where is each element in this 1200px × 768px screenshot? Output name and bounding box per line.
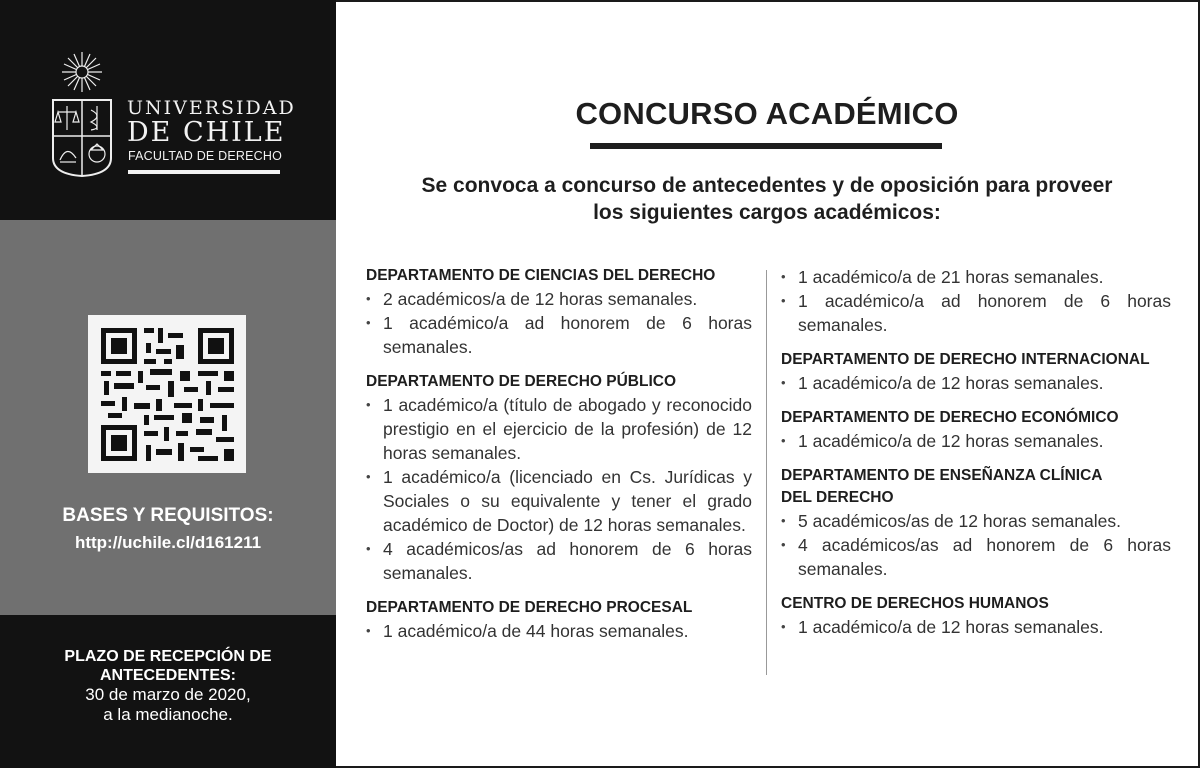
department-heading: CENTRO DE DERECHOS HUMANOS bbox=[781, 595, 1049, 612]
position-item: • 1 académico/a (título de abogado y reconocido prestigio en el ejercicio de la profesión) de 12 horas semanales. bbox=[366, 393, 752, 465]
department-heading: DEPARTAMENTO DE DERECHO ECONÓMICO bbox=[781, 409, 1119, 426]
bases-url-link[interactable]: http://uchile.cl/d161211 bbox=[74, 533, 262, 552]
faculty-name: FACULTAD DE DERECHO bbox=[128, 149, 283, 163]
position-item: • 1 académico/a ad honorem de 6 horas semanales. bbox=[781, 289, 1171, 337]
department-heading: DEPARTAMENTO DE ENSEÑANZA CLÍNICA DEL DERECHO bbox=[781, 467, 1102, 506]
position-list bbox=[366, 393, 752, 585]
deadline-date-line2: a la medianoche. bbox=[103, 705, 233, 724]
position-list bbox=[781, 509, 1171, 581]
position-item: • 1 académico/a (licenciado en Cs. Jurídicas y Sociales o su equivalente y tener el grado académico de Doctor) de 12 horas semanales. bbox=[366, 465, 752, 537]
university-name-line2: DE CHILE bbox=[127, 117, 286, 148]
logo-underline bbox=[128, 170, 280, 174]
bases-title: BASES Y REQUISITOS: bbox=[62, 505, 274, 526]
qr-code-icon bbox=[88, 315, 246, 473]
department-heading: DEPARTAMENTO DE DERECHO INTERNACIONAL bbox=[781, 351, 1150, 368]
announcement-panel bbox=[336, 2, 1198, 766]
position-item: • 1 académico/a de 12 horas semanales. bbox=[781, 429, 1171, 453]
position-list bbox=[366, 619, 752, 643]
position-list bbox=[781, 615, 1171, 639]
qr-code[interactable] bbox=[88, 315, 246, 473]
logo-panel bbox=[0, 0, 336, 220]
position-item: • 4 académicos/as ad honorem de 6 horas semanales. bbox=[781, 533, 1171, 581]
position-list bbox=[366, 287, 752, 359]
left-sidebar bbox=[0, 0, 336, 768]
column-divider bbox=[766, 270, 767, 675]
deadline-panel bbox=[0, 615, 336, 768]
positions-column-left bbox=[366, 265, 752, 643]
department-heading: DEPARTAMENTO DE DERECHO PÚBLICO bbox=[366, 373, 677, 390]
university-name-line1: UNIVERSIDAD bbox=[127, 97, 296, 119]
university-logo bbox=[50, 50, 296, 185]
position-item: • 1 académico/a de 12 horas semanales. bbox=[781, 371, 1171, 395]
position-item: • 4 académicos/as ad honorem de 6 horas semanales. bbox=[366, 537, 752, 585]
department-heading: DEPARTAMENTO DE DERECHO PROCESAL bbox=[366, 599, 693, 616]
position-item: • 1 académico/a de 21 horas semanales. bbox=[781, 265, 1171, 289]
announcement-subtitle bbox=[336, 172, 1198, 226]
position-item: • 2 académicos/a de 12 horas semanales. bbox=[366, 287, 752, 311]
deadline-title: PLAZO DE RECEPCIÓN DE ANTECEDENTES: bbox=[64, 648, 272, 684]
positions-column-right bbox=[781, 265, 1171, 639]
title-underline bbox=[590, 143, 942, 149]
subtitle-line2: los siguientes cargos académicos: bbox=[593, 201, 941, 224]
announcement-title: CONCURSO ACADÉMICO bbox=[575, 96, 959, 131]
deadline-date-line1: 30 de marzo de 2020, bbox=[85, 685, 251, 704]
position-list bbox=[781, 429, 1171, 453]
university-shield-icon bbox=[50, 50, 115, 185]
position-item: • 1 académico/a de 12 horas semanales. bbox=[781, 615, 1171, 639]
department-heading: DEPARTAMENTO DE CIENCIAS DEL DERECHO bbox=[366, 267, 716, 284]
position-item: • 5 académicos/as de 12 horas semanales. bbox=[781, 509, 1171, 533]
position-item: • 1 académico/a de 44 horas semanales. bbox=[366, 619, 752, 643]
subtitle-line1: Se convoca a concurso de antecedentes y de oposición para proveer bbox=[421, 174, 1113, 197]
position-list bbox=[781, 265, 1171, 337]
position-item: • 1 académico/a ad honorem de 6 horas semanales. bbox=[366, 311, 752, 359]
deadline-date bbox=[0, 685, 336, 725]
position-list bbox=[781, 371, 1171, 395]
